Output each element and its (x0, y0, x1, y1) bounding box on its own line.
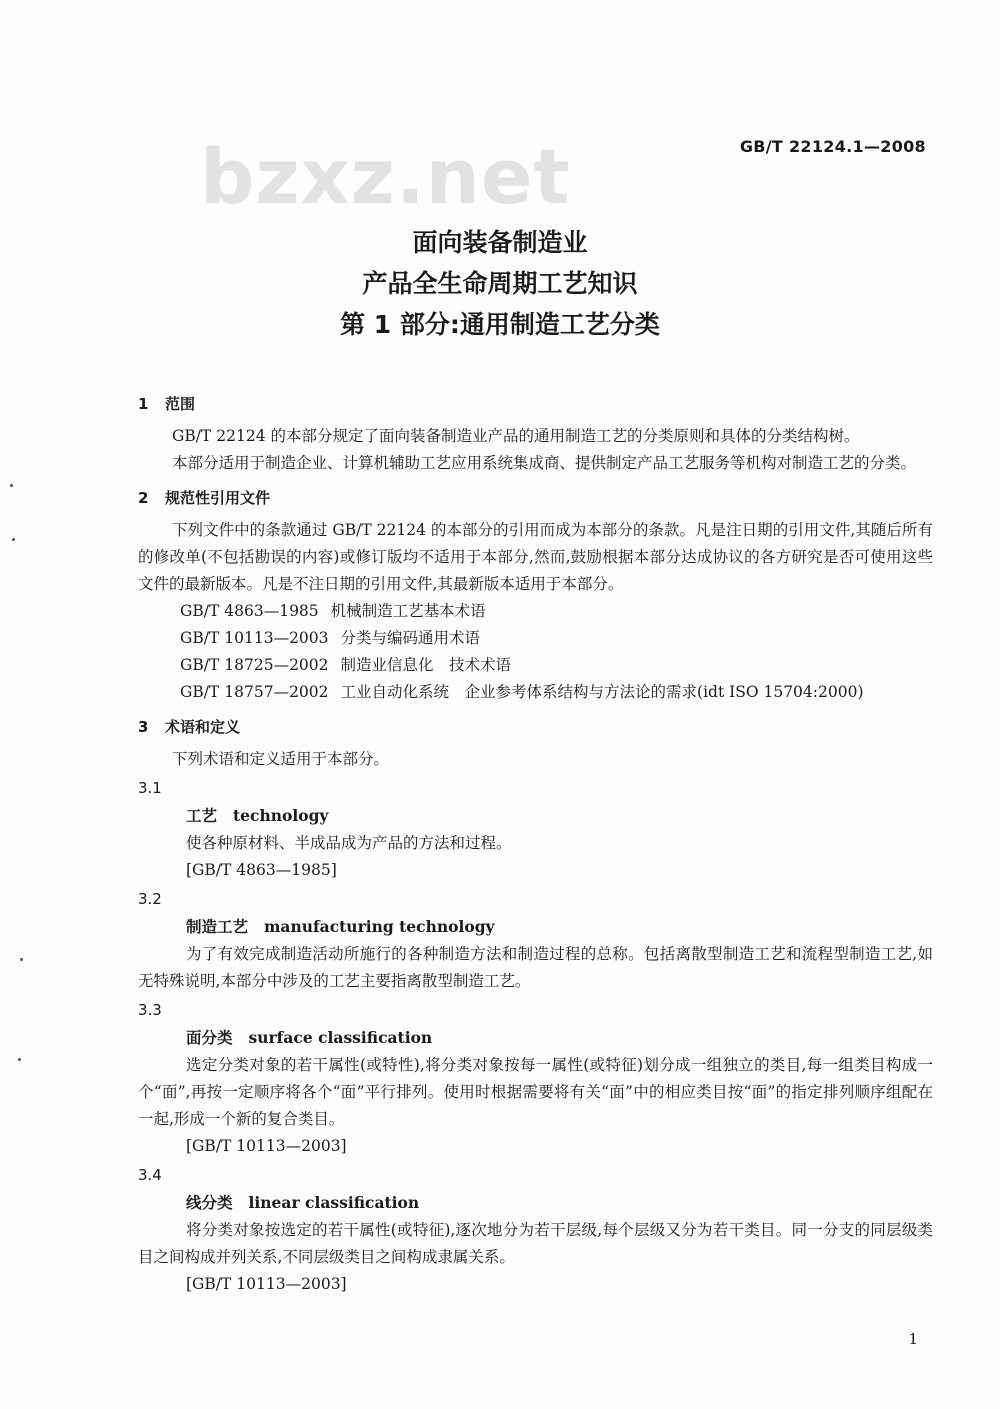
term-english: technology (233, 806, 329, 825)
term-entry (138, 1024, 933, 1052)
reference-code: GB/T 10113—2003 (180, 629, 329, 647)
reference-item (180, 598, 933, 625)
reference-title: 制造业信息化 技术术语 (340, 656, 512, 674)
watermark: bzxz.net (200, 132, 571, 221)
reference-title: 分类与编码通用术语 (340, 629, 481, 647)
term-definition: 将分类对象按选定的若干属性(或特征),逐次地分为若干层级,每个层级又分为若干类目。同一分支的同层级类目之间构成并列关系,不同层级类目之间构成隶属关系。 (138, 1221, 933, 1266)
section-heading-scope (138, 391, 933, 418)
title-line-1: 面向装备制造业 (412, 228, 588, 257)
term-entry (138, 802, 933, 830)
title-line-3: 第 1 部分:通用制造工艺分类 (340, 310, 660, 339)
reference-list (138, 598, 933, 706)
term-definition: 为了有效完成制造活动所施行的各种制造方法和制造过程的总称。包括离散型制造工艺和流程型制造工艺,如无特殊说明,本部分中涉及的工艺主要指离散型制造工艺。 (138, 945, 933, 990)
section-title: 规范性引用文件 (165, 489, 271, 507)
scope-paragraph-2: 本部分适用于制造企业、计算机辅助工艺应用系统集成商、提供制定产品工艺服务等机构对制造工艺的分类。 (172, 454, 917, 472)
term-chinese: 面分类 (186, 1029, 233, 1047)
term-chinese: 线分类 (186, 1194, 233, 1212)
term-chinese: 制造工艺 (186, 918, 249, 936)
clause-number: 3.3 (138, 1001, 162, 1019)
section-heading-normative-references (138, 485, 933, 512)
section-title: 范围 (165, 395, 196, 413)
section-number: 2 (138, 489, 149, 507)
reference-code: GB/T 4863—1985 (180, 602, 319, 620)
reference-title: 机械制造工艺基本术语 (330, 602, 486, 620)
term-source: [GB/T 10113—2003] (186, 1137, 347, 1155)
reference-item (180, 679, 933, 706)
term-chinese: 工艺 (186, 807, 218, 825)
clause-number: 3.4 (138, 1166, 162, 1184)
reference-title: 工业自动化系统 企业参考体系结构与方法论的需求(idt ISO 15704:2000) (340, 683, 864, 701)
section-number: 3 (138, 718, 149, 736)
references-paragraph: 下列文件中的条款通过 GB/T 22124 的本部分的引用而成为本部分的条款。凡是注日期的引用文件,其随后所有的修改单(不包括勘误的内容)或修订版均不适用于本部分,然而,鼓励根据本部分达成协议的各方研究是否可使用这些文件的最新版本。凡是不注日期的引用文件,其最新版本适用于本部分。 (138, 521, 933, 593)
term-entry (138, 1189, 933, 1217)
term-definition: 使各种原材料、半成品成为产品的方法和过程。 (186, 834, 512, 852)
scan-speck (10, 484, 13, 487)
page-number: 1 (908, 1330, 918, 1348)
reference-item (180, 625, 933, 652)
scan-speck (12, 538, 15, 541)
term-english: manufacturing technology (264, 917, 495, 936)
standard-code: GB/T 22124.1—2008 (739, 137, 926, 156)
clause-number: 3.1 (138, 779, 162, 797)
reference-code: GB/T 18757—2002 (180, 683, 329, 701)
scan-speck (18, 1058, 21, 1061)
section-title: 术语和定义 (165, 718, 241, 736)
reference-item (180, 652, 933, 679)
scope-paragraph-1: GB/T 22124 的本部分规定了面向装备制造业产品的通用制造工艺的分类原则和具体的分类结构树。 (172, 427, 860, 445)
scan-speck (20, 958, 23, 961)
section-heading-terms-definitions (138, 714, 933, 741)
terms-intro: 下列术语和定义适用于本部分。 (172, 750, 390, 768)
term-source: [GB/T 4863—1985] (186, 861, 337, 879)
clause-number: 3.2 (138, 890, 162, 908)
term-source: [GB/T 10113—2003] (186, 1275, 347, 1293)
term-definition: 选定分类对象的若干属性(或特性),将分类对象按每一属性(或特征)划分成一组独立的类目,每一组类目构成一个“面”,再按一定顺序将各个“面”平行排列。使用时根据需要将有关“面”中的相应类目按“面”的指定排列顺序组配在一起,形成一个新的复合类目。 (138, 1056, 933, 1128)
document-title (0, 222, 1000, 345)
title-line-2: 产品全生命周期工艺知识 (362, 269, 638, 298)
reference-code: GB/T 18725—2002 (180, 656, 329, 674)
section-number: 1 (138, 395, 149, 413)
document-body (138, 386, 933, 1298)
term-english: linear classification (248, 1193, 420, 1212)
term-entry (138, 913, 933, 941)
term-english: surface classification (248, 1028, 433, 1047)
